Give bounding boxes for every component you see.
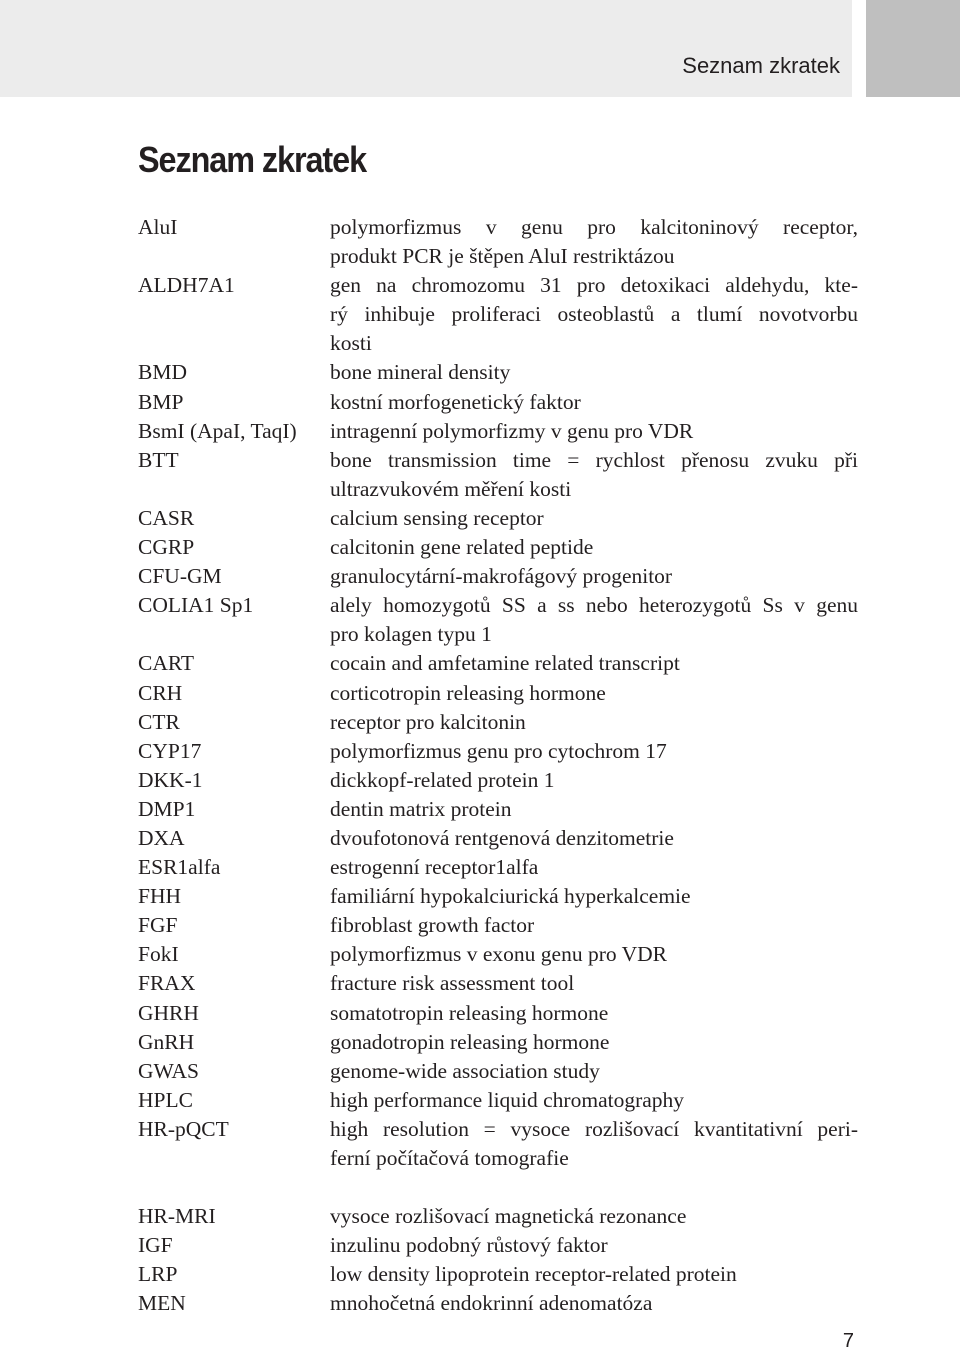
- abbreviation-entry: [138, 999, 858, 1028]
- definition-line: pro kolagen typu 1: [330, 622, 492, 647]
- abbreviation-term: BTT: [138, 447, 179, 472]
- abbreviation-definition: [330, 911, 858, 940]
- definition-line: polymorfizmus v exonu genu pro VDR: [330, 942, 667, 967]
- abbreviation-term: ESR1alfa: [138, 855, 221, 880]
- abbreviation-term: CGRP: [138, 535, 195, 560]
- abbreviation-entry: [138, 504, 858, 533]
- abbreviation-term: HR-pQCT: [138, 1116, 229, 1141]
- definition-line: corticotropin releasing hormone: [330, 680, 606, 705]
- abbreviation-entry: [138, 446, 858, 504]
- abbreviation-term: BMP: [138, 389, 184, 414]
- definition-line: fibroblast growth factor: [330, 913, 535, 938]
- abbreviation-definition: [330, 853, 858, 882]
- abbreviation-definition: [330, 358, 858, 387]
- definition-line: dvoufotonová rentgenová denzitometrie: [330, 825, 674, 850]
- abbreviation-entry: [138, 853, 858, 882]
- definition-line: vysoce rozlišovací magnetická rezonance: [330, 1204, 687, 1229]
- abbreviation-entry: [138, 824, 858, 853]
- definition-line: low density lipoprotein receptor-related protein: [330, 1262, 737, 1287]
- abbreviation-definition: [330, 1260, 858, 1289]
- abbreviation-definition: [330, 824, 858, 853]
- abbreviation-term: CYP17: [138, 738, 202, 763]
- definition-line: high resolution = vysoce rozlišovací kvantitativní peri-: [330, 1116, 858, 1141]
- abbreviation-term: CART: [138, 651, 195, 676]
- page-number: 7: [842, 1330, 854, 1352]
- abbreviation-definition: [330, 1289, 858, 1318]
- abbreviation-term: BsmI (ApaI, TaqI): [138, 418, 297, 443]
- abbreviation-entry: [138, 1028, 858, 1057]
- definition-line: bone mineral density: [330, 360, 511, 385]
- abbreviation-entry: [138, 358, 858, 387]
- abbreviation-definition: [330, 1057, 858, 1086]
- abbreviation-definition: [330, 504, 858, 533]
- abbreviation-term: CFU-GM: [138, 564, 222, 589]
- abbreviation-entry: [138, 969, 858, 998]
- abbreviation-definition: [330, 1231, 858, 1260]
- definition-line: estrogenní receptor1alfa: [330, 855, 539, 880]
- definition-line: somatotropin releasing hormone: [330, 1000, 609, 1025]
- definition-line: rý inhibuje proliferaci osteoblastů a tlumí novotvorbu: [330, 302, 858, 327]
- abbreviation-term: HPLC: [138, 1087, 193, 1112]
- abbreviation-entry: [138, 940, 858, 969]
- definition-line: kostní morfogenetický faktor: [330, 389, 581, 414]
- abbreviation-definition: [330, 649, 858, 678]
- abbreviation-definition: [330, 271, 858, 358]
- abbreviation-entry: [138, 679, 858, 708]
- abbreviation-term: FHH: [138, 884, 182, 909]
- definition-line: high performance liquid chromatography: [330, 1087, 685, 1112]
- abbreviation-term: FGF: [138, 913, 178, 938]
- abbreviation-definition: [330, 388, 858, 417]
- abbreviation-term: AluI: [138, 215, 178, 239]
- abbreviation-term: GnRH: [138, 1029, 195, 1054]
- abbreviation-term: GWAS: [138, 1058, 199, 1083]
- abbreviation-entry: [138, 1289, 858, 1318]
- definition-line: gen na chromozomu 31 pro detoxikaci aldehydu, kte-: [330, 273, 858, 298]
- abbreviation-term: CTR: [138, 709, 180, 734]
- definition-line: alely homozygotů SS a ss nebo heterozygotů Ss v genu: [330, 593, 858, 618]
- abbreviation-entry: [138, 1260, 858, 1289]
- abbreviation-entry: [138, 795, 858, 824]
- abbreviation-term: IGF: [138, 1233, 173, 1258]
- abbreviation-term: HR-MRI: [138, 1204, 216, 1229]
- abbreviation-entry: [138, 591, 858, 649]
- abbreviation-definition: [330, 533, 858, 562]
- abbreviation-term: MEN: [138, 1291, 186, 1316]
- abbreviation-definition: [330, 591, 858, 649]
- abbreviation-entry: [138, 562, 858, 591]
- abbreviation-entry: [138, 271, 858, 358]
- definition-line: ferní počítačová tomografie: [330, 1146, 569, 1170]
- abbreviation-definition: [330, 417, 858, 446]
- abbreviation-term: LRP: [138, 1262, 178, 1287]
- definition-line: dentin matrix protein: [330, 796, 512, 821]
- definition-line: polymorfizmus v genu pro kalcitoninový receptor,: [330, 215, 858, 239]
- page-title: Seznam zkratek: [138, 139, 367, 180]
- abbreviation-definition: [330, 1028, 858, 1057]
- abbreviation-definition: [330, 679, 858, 708]
- definition-line: genome-wide association study: [330, 1058, 600, 1083]
- abbreviation-definition: [330, 940, 858, 969]
- abbreviation-entry: [138, 766, 858, 795]
- definition-line: calcium sensing receptor: [330, 505, 544, 530]
- abbreviation-term: FokI: [138, 942, 179, 967]
- abbreviation-term: FRAX: [138, 971, 196, 996]
- definition-line: intragenní polymorfizmy v genu pro VDR: [330, 418, 694, 443]
- abbreviation-term: COLIA1 Sp1: [138, 593, 254, 618]
- definition-line: calcitonin gene related peptide: [330, 535, 594, 560]
- abbreviation-entry: [138, 533, 858, 562]
- abbreviation-term: GHRH: [138, 1000, 199, 1025]
- abbreviation-term: BMD: [138, 360, 187, 385]
- header-band: [0, 0, 852, 97]
- abbreviation-list: [138, 213, 858, 1319]
- definition-line: produkt PCR je štěpen AluI restriktázou: [330, 244, 675, 269]
- abbreviation-term: CASR: [138, 505, 195, 530]
- definition-line: bone transmission time = rychlost přenosu zvuku při: [330, 447, 858, 472]
- definition-line: ultrazvukovém měření kosti: [330, 476, 572, 501]
- abbreviation-entry: [138, 388, 858, 417]
- abbreviation-entry: [138, 417, 858, 446]
- abbreviation-definition: [330, 446, 858, 504]
- abbreviation-term: CRH: [138, 680, 183, 705]
- definition-line: polymorfizmus genu pro cytochrom 17: [330, 738, 667, 763]
- abbreviation-definition: [330, 882, 858, 911]
- abbreviation-definition: [330, 213, 858, 271]
- definition-line: kosti: [330, 331, 372, 356]
- definition-line: granulocytární-makrofágový progenitor: [330, 564, 673, 589]
- abbreviation-entry: [138, 1115, 858, 1173]
- abbreviation-term: DMP1: [138, 796, 196, 821]
- abbreviation-entry: [138, 213, 858, 271]
- abbreviation-entry: [138, 1202, 858, 1231]
- abbreviation-entry: [138, 911, 858, 940]
- abbreviation-definition: [330, 562, 858, 591]
- abbreviation-definition: [330, 1115, 858, 1173]
- abbreviation-definition: [330, 969, 858, 998]
- abbreviation-definition: [330, 766, 858, 795]
- definition-line: familiární hypokalciurická hyperkalcemie: [330, 884, 691, 909]
- definition-line: dickkopf-related protein 1: [330, 767, 555, 792]
- abbreviation-entry: [138, 708, 858, 737]
- definition-line: receptor pro kalcitonin: [330, 709, 526, 734]
- definition-line: cocain and amfetamine related transcript: [330, 651, 680, 676]
- abbreviation-definition: [330, 708, 858, 737]
- abbreviation-entry: [138, 649, 858, 678]
- abbreviation-entry: [138, 737, 858, 766]
- abbreviation-term: ALDH7A1: [138, 273, 235, 298]
- header-tab: [866, 0, 960, 97]
- abbreviation-entry: [138, 1231, 858, 1260]
- running-head: Seznam zkratek: [682, 53, 840, 78]
- definition-line: inzulinu podobný růstový faktor: [330, 1233, 608, 1258]
- abbreviation-term: DXA: [138, 825, 185, 850]
- abbreviation-entry: [138, 1086, 858, 1115]
- abbreviation-definition: [330, 1202, 858, 1231]
- abbreviation-term: DKK-1: [138, 767, 203, 792]
- abbreviation-entry: [138, 1057, 858, 1086]
- abbreviation-definition: [330, 1086, 858, 1115]
- definition-line: mnohočetná endokrinní adenomatóza: [330, 1291, 653, 1316]
- definition-line: gonadotropin releasing hormone: [330, 1029, 610, 1054]
- abbreviation-definition: [330, 737, 858, 766]
- abbreviation-definition: [330, 795, 858, 824]
- abbreviation-definition: [330, 999, 858, 1028]
- abbreviation-entry: [138, 882, 858, 911]
- definition-line: fracture risk assessment tool: [330, 971, 575, 996]
